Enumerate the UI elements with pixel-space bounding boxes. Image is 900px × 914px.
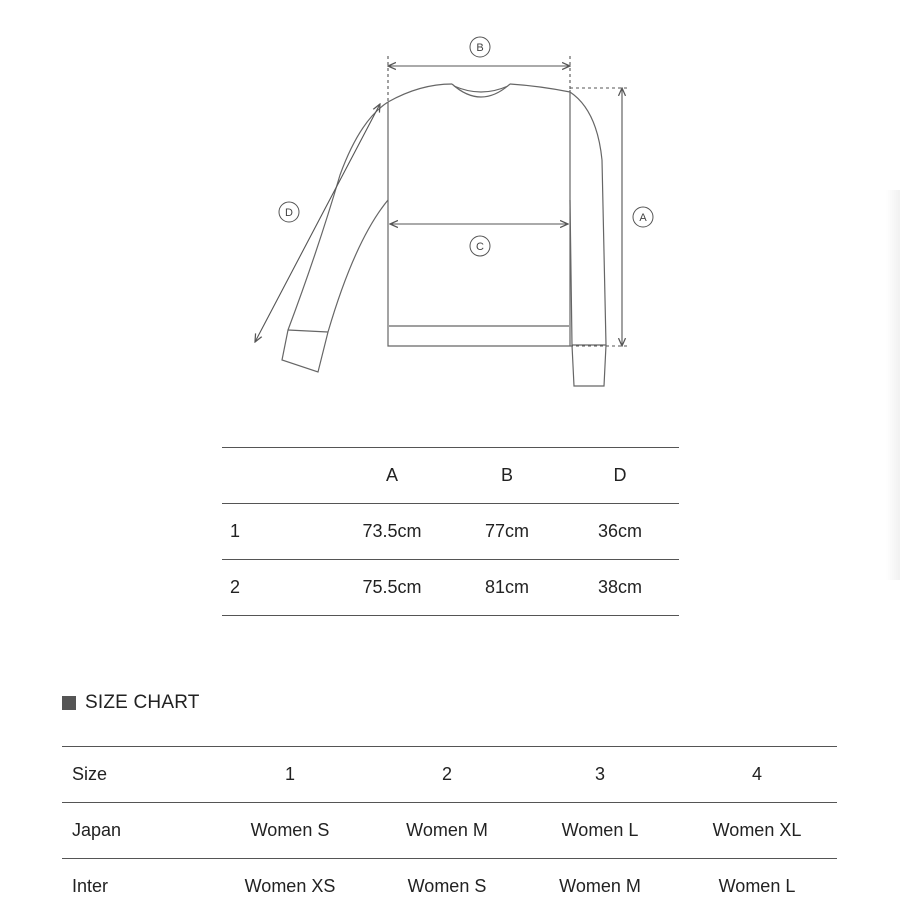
measurement-cell: 2	[230, 577, 241, 597]
measure-lines	[255, 56, 630, 346]
size-header-cell: 1	[284, 764, 295, 784]
size-header-cell: 4	[751, 764, 762, 784]
measurement-header-cell: B	[500, 465, 513, 485]
measurement-header-cell: A	[385, 465, 398, 485]
square-bullet-icon	[62, 696, 76, 710]
table-row	[62, 859, 837, 914]
size-cell: Women XL	[712, 820, 802, 840]
measurement-cell: 1	[230, 521, 241, 541]
measurement-cell: 73.5cm	[362, 521, 422, 541]
measurement-header-cell: D	[613, 465, 627, 485]
size-cell: Japan	[72, 820, 122, 840]
size-chart-title-text: SIZE CHART	[85, 692, 200, 713]
size-cell: Women S	[407, 876, 487, 896]
size-chart-table	[62, 746, 837, 914]
measurement-table	[222, 447, 679, 616]
svg-text:B: B	[476, 42, 484, 54]
sweater-diagram	[0, 0, 900, 420]
marker-d	[279, 202, 299, 222]
size-header-row	[62, 746, 837, 803]
size-chart-title	[62, 692, 200, 714]
marker-a	[633, 207, 653, 227]
size-cell: Women L	[561, 820, 639, 840]
measurement-cell: 36cm	[597, 521, 642, 541]
svg-text:C: C	[476, 241, 484, 253]
size-cell: Women S	[250, 820, 330, 840]
measure-line-d	[255, 104, 380, 342]
marker-c	[470, 236, 490, 256]
svg-text:D: D	[285, 207, 293, 219]
measure-markers	[279, 37, 653, 256]
size-cell: Inter	[72, 876, 109, 896]
size-cell: Women L	[718, 876, 796, 896]
table-row	[62, 803, 837, 859]
table-row	[222, 560, 679, 616]
measurement-cell: 81cm	[484, 577, 529, 597]
size-cell: Women M	[559, 876, 641, 896]
size-cell: Women M	[406, 820, 488, 840]
measurement-cell: 75.5cm	[362, 577, 422, 597]
table-row	[222, 504, 679, 560]
measurement-header-row	[222, 447, 679, 504]
svg-text:A: A	[639, 212, 647, 224]
size-header-cell: 2	[441, 764, 452, 784]
size-cell: Women XS	[244, 876, 336, 896]
measurement-cell: 38cm	[597, 577, 642, 597]
sweater-outline	[282, 84, 606, 386]
marker-b	[470, 37, 490, 57]
size-header-cell: Size	[72, 764, 108, 784]
measurement-cell: 77cm	[484, 521, 529, 541]
size-header-cell: 3	[594, 764, 605, 784]
